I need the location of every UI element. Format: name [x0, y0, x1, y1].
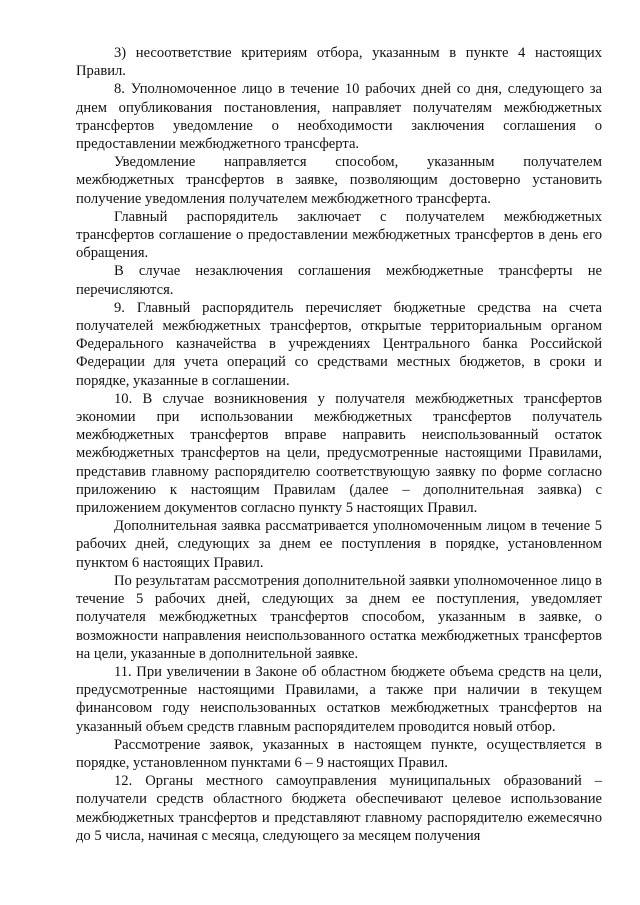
- paragraph-section-10-savings: 10. В случае возникновения у получателя межбюджетных трансфертов экономии при использовании межбюджетных трансфертов получатель межбюджетных трансфертов вправе направить неиспользованный остаток межбюджетных трансфертов на цели, предусмотренные настоящими Правилами, представив главному распорядителю соответствующую заявку по форме согласно приложению к настоящим Правилам (далее – дополнительная заявка) с приложением документов согласно пункту 5 настоящих Правил.: [76, 390, 602, 517]
- paragraph-section-12-local-authorities: 12. Органы местного самоуправления муниципальных образований – получатели средств областного бюджета обеспечивают целевое использование межбюджетных трансфертов и представляют главному распорядителю ежемесячно до 5 числа, начиная с месяца, следующего за месяцем получения: [76, 773, 602, 844]
- paragraph-no-agreement: В случае незаключения соглашения межбюджетные трансферты не перечисляются.: [76, 263, 602, 298]
- paragraph-agreement-conclusion: Главный распорядитель заключает с получателем межбюджетных трансфертов соглашение о предоставлении межбюджетных трансфертов в день его обращения.: [76, 208, 602, 262]
- paragraph-section-9-transfer: 9. Главный распорядитель перечисляет бюджетные средства на счета получателей межбюджетных трансфертов, открытые территориальным органом Федерального казначейства в учреждениях Центрального банка Российской Федерации для учета операций со средствами местных бюджетов, в сроки и порядке, указанные в соглашении.: [76, 299, 602, 389]
- paragraph-review-results: По результатам рассмотрения дополнительной заявки уполномоченное лицо в течение 5 рабочих дней, следующих за днем ее поступления, уведомляет получателя межбюджетных трансфертов способом, указанным в заявке, о возможности направления неиспользованного остатка межбюджетных трансфертов на цели, указанные в дополнительной заявке.: [76, 572, 602, 662]
- document-page: [76, 44, 602, 845]
- paragraph-section-11-new-selection: 11. При увеличении в Законе об областном бюджете объема средств на цели, предусмотренные настоящими Правилами, а также при наличии в текущем финансовом году неиспользованных остатков межбюджетных трансфертов на указанный объем средств главным распорядителем проводится новый отбор.: [76, 663, 602, 735]
- paragraph-applications-procedure: Рассмотрение заявок, указанных в настоящем пункте, осуществляется в порядке, установленном пунктами 6 – 9 настоящих Правил.: [76, 736, 602, 771]
- paragraph-notification-method: Уведомление направляется способом, указанным получателем межбюджетных трансфертов в заявке, позволяющим достоверно установить получение уведомления получателем межбюджетного трансферта.: [76, 154, 602, 207]
- paragraph-additional-application-review: Дополнительная заявка рассматривается уполномоченным лицом в течение 5 рабочих дней, следующих за днем ее поступления в порядке, установленном пунктом 6 настоящих Правил.: [76, 518, 602, 571]
- paragraph-item-3-criteria-mismatch: 3) несоответствие критериям отбора, указанным в пункте 4 настоящих Правил.: [76, 45, 602, 80]
- paragraph-section-8-notification: 8. Уполномоченное лицо в течение 10 рабочих дней со дня, следующего за днем опубликования постановления, направляет получателям межбюджетных трансфертов уведомление о необходимости заключения соглашения о предоставлении межбюджетного трансферта.: [76, 81, 602, 153]
